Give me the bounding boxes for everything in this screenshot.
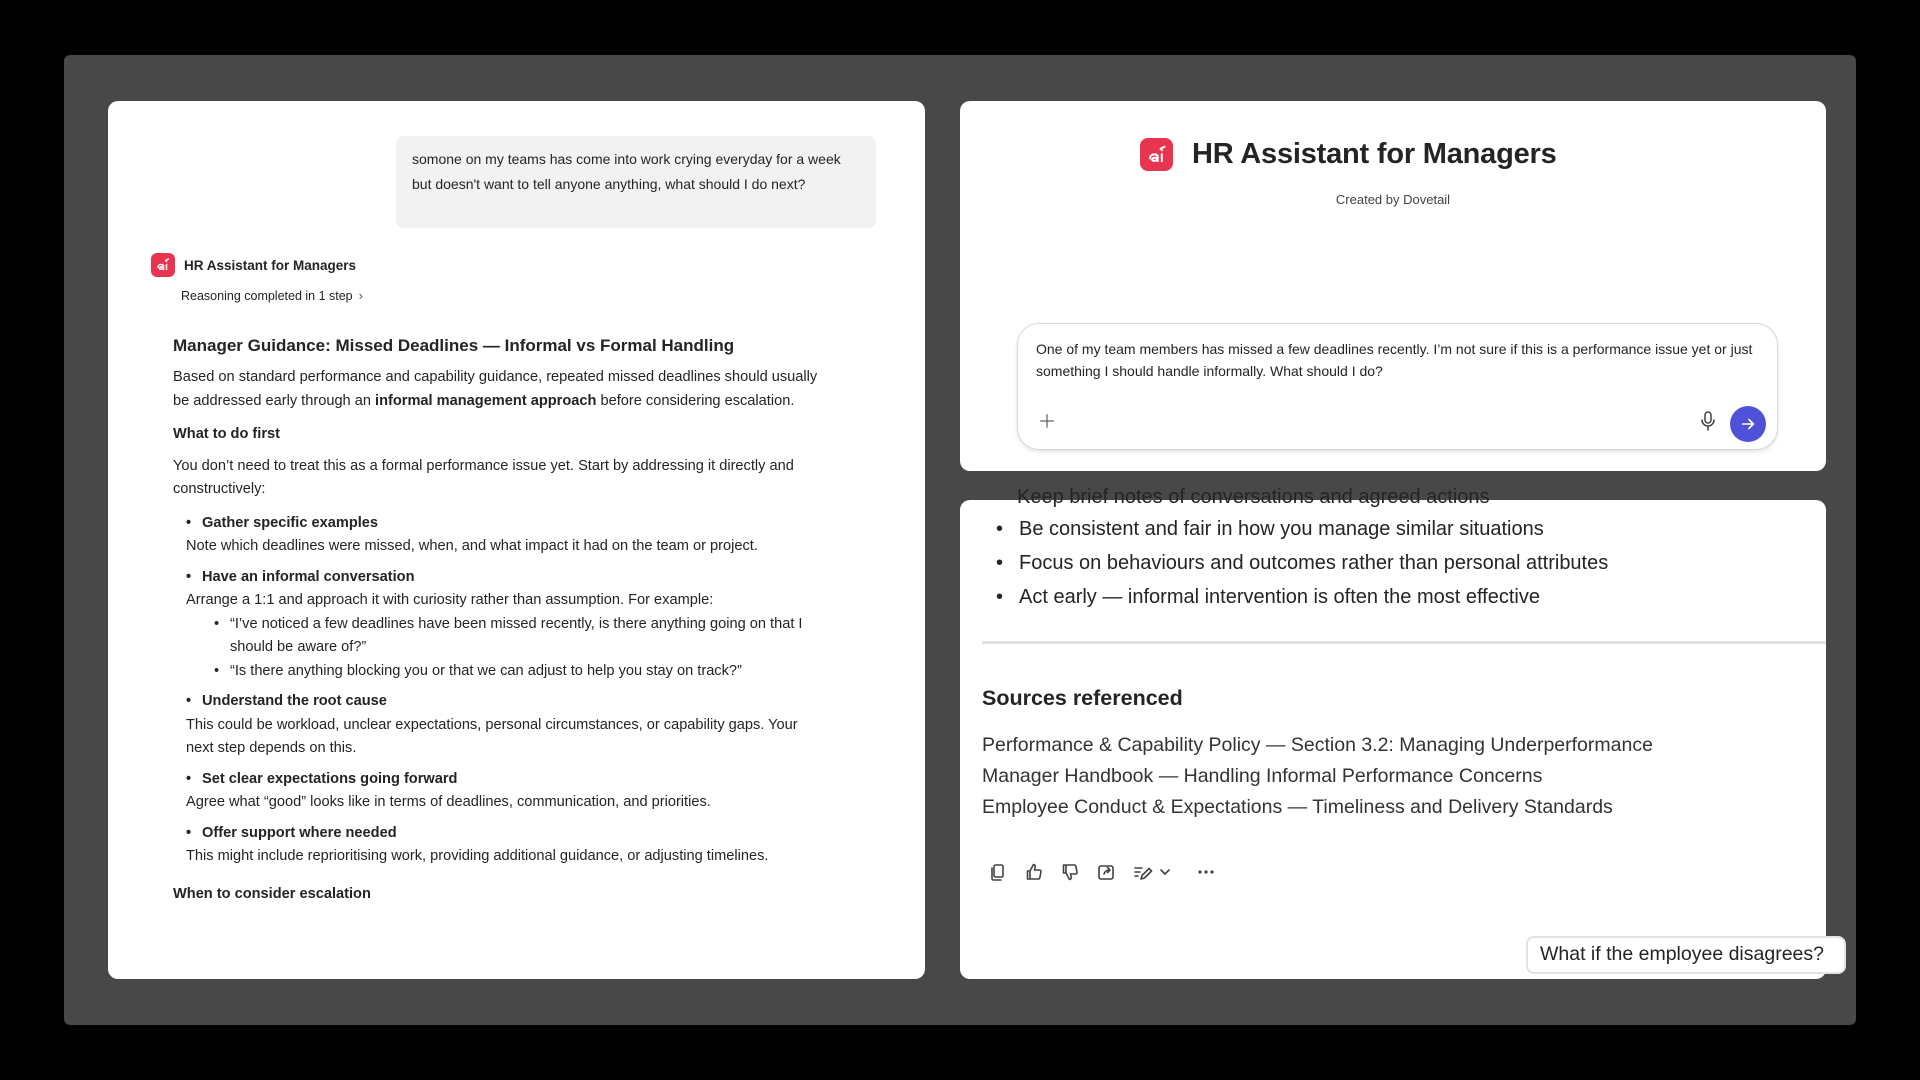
send-arrow-icon[interactable] xyxy=(1730,406,1766,442)
share-icon[interactable] xyxy=(1094,860,1118,884)
step-description: This could be workload, unclear expectations, personal circumstances, or capability gaps. Your next step depends on this. xyxy=(186,716,798,756)
list-item xyxy=(185,822,823,869)
agent-title: HR Assistant for Managers xyxy=(1192,138,1557,170)
step-title: • Gather specific examples xyxy=(202,514,379,531)
edit-icon[interactable] xyxy=(1130,860,1154,884)
reasoning-label: Reasoning completed in 1 step xyxy=(181,288,353,303)
chevron-right-icon: › xyxy=(358,288,363,303)
plus-icon[interactable] xyxy=(1036,410,1058,432)
user-message-bubble: somone on my teams has come into work crying everyday for a week but doesn't want to tell anyone anything, what should I do next? xyxy=(396,136,876,228)
chat-conversation-panel xyxy=(108,101,925,979)
step-title: • Offer support where needed xyxy=(202,824,397,841)
divider xyxy=(982,641,1826,644)
list-item xyxy=(185,690,823,761)
step-title: • Set clear expectations going forward xyxy=(202,770,458,787)
message-composer[interactable] xyxy=(1017,323,1778,450)
reasoning-toggle[interactable] xyxy=(181,288,363,303)
list-item: • Act early — informal intervention is often the most effective xyxy=(982,580,1608,614)
step-description: Agree what “good” looks like in terms of deadlines, communication, and priorities. xyxy=(186,794,711,810)
tips-list xyxy=(982,512,1608,614)
list-item: • Be consistent and fair in how you manage similar situations xyxy=(982,512,1608,546)
answer-intro xyxy=(173,366,823,413)
message-actions xyxy=(986,860,1230,884)
step-description: Arrange a 1:1 and approach it with curiosity rather than assumption. For example: xyxy=(186,592,714,608)
intro-part1: Based on standard performance and capability guidance, repeated missed deadlines should usually be addressed early through an xyxy=(173,369,818,409)
list-item xyxy=(185,512,823,559)
thumbs-up-icon[interactable] xyxy=(1022,860,1046,884)
list-item xyxy=(185,566,823,684)
section-heading-first: What to do first xyxy=(173,426,281,442)
agent-home-panel xyxy=(960,101,1826,471)
app-logo-icon xyxy=(151,253,175,277)
section-text: You don’t need to treat this as a formal performance issue yet. Start by addressing it directly and constructively: xyxy=(173,457,794,497)
list-item: • “Is there anything blocking you or that we can adjust to help you stay on track?” xyxy=(210,660,823,684)
step-description: Note which deadlines were missed, when, and what impact it had on the team or project. xyxy=(186,538,758,554)
step-description: This might include reprioritising work, providing additional guidance, or adjusting timelines. xyxy=(186,848,769,864)
clipped-list-item: Keep brief notes of conversations and agreed actions xyxy=(1017,486,1490,508)
thumbs-down-icon[interactable] xyxy=(1058,860,1082,884)
assistant-answer xyxy=(173,334,823,914)
list-item xyxy=(185,768,823,815)
sources-heading: Sources referenced xyxy=(982,686,1183,710)
step-title: • Understand the root cause xyxy=(202,693,387,709)
source-link[interactable]: Performance & Capability Policy — Section 3.2: Managing Underperformance xyxy=(982,734,1653,756)
composer-input[interactable]: One of my team members has missed a few deadlines recently. I’m not sure if this is a performance issue yet or just something I should handle informally. What should I do? xyxy=(1036,341,1753,379)
sources-list xyxy=(982,730,1653,823)
assistant-header xyxy=(151,253,356,277)
answer-end-panel xyxy=(960,486,1826,979)
examples-list xyxy=(210,613,823,684)
suggestion-chip[interactable]: What if the employee disagrees? xyxy=(1526,936,1846,974)
step-title: • Have an informal conversation xyxy=(202,568,415,585)
answer-title: Manager Guidance: Missed Deadlines — Informal vs Formal Handling xyxy=(173,336,735,355)
intro-bold: informal management approach xyxy=(375,392,597,409)
copy-icon[interactable] xyxy=(986,860,1010,884)
section-heading-escalation: When to consider escalation xyxy=(173,885,371,902)
app-logo-icon xyxy=(1140,138,1173,171)
more-icon[interactable] xyxy=(1194,860,1218,884)
list-item: • Focus on behaviours and outcomes rather than personal attributes xyxy=(982,546,1608,580)
chevron-down-icon[interactable] xyxy=(1158,860,1172,884)
steps-list xyxy=(185,512,823,869)
agent-header xyxy=(1140,138,1557,171)
list-item: • “I’ve noticed a few deadlines have been missed recently, is there anything going on that I should be aware of?” xyxy=(210,613,823,660)
intro-part2: before considering escalation. xyxy=(596,392,795,409)
source-link[interactable]: Employee Conduct & Expectations — Timeliness and Delivery Standards xyxy=(982,796,1613,818)
microphone-icon[interactable] xyxy=(1698,410,1720,434)
created-by-label: Created by Dovetail xyxy=(1335,192,1451,207)
assistant-name: HR Assistant for Managers xyxy=(184,257,357,273)
source-link[interactable]: Manager Handbook — Handling Informal Performance Concerns xyxy=(982,765,1543,787)
